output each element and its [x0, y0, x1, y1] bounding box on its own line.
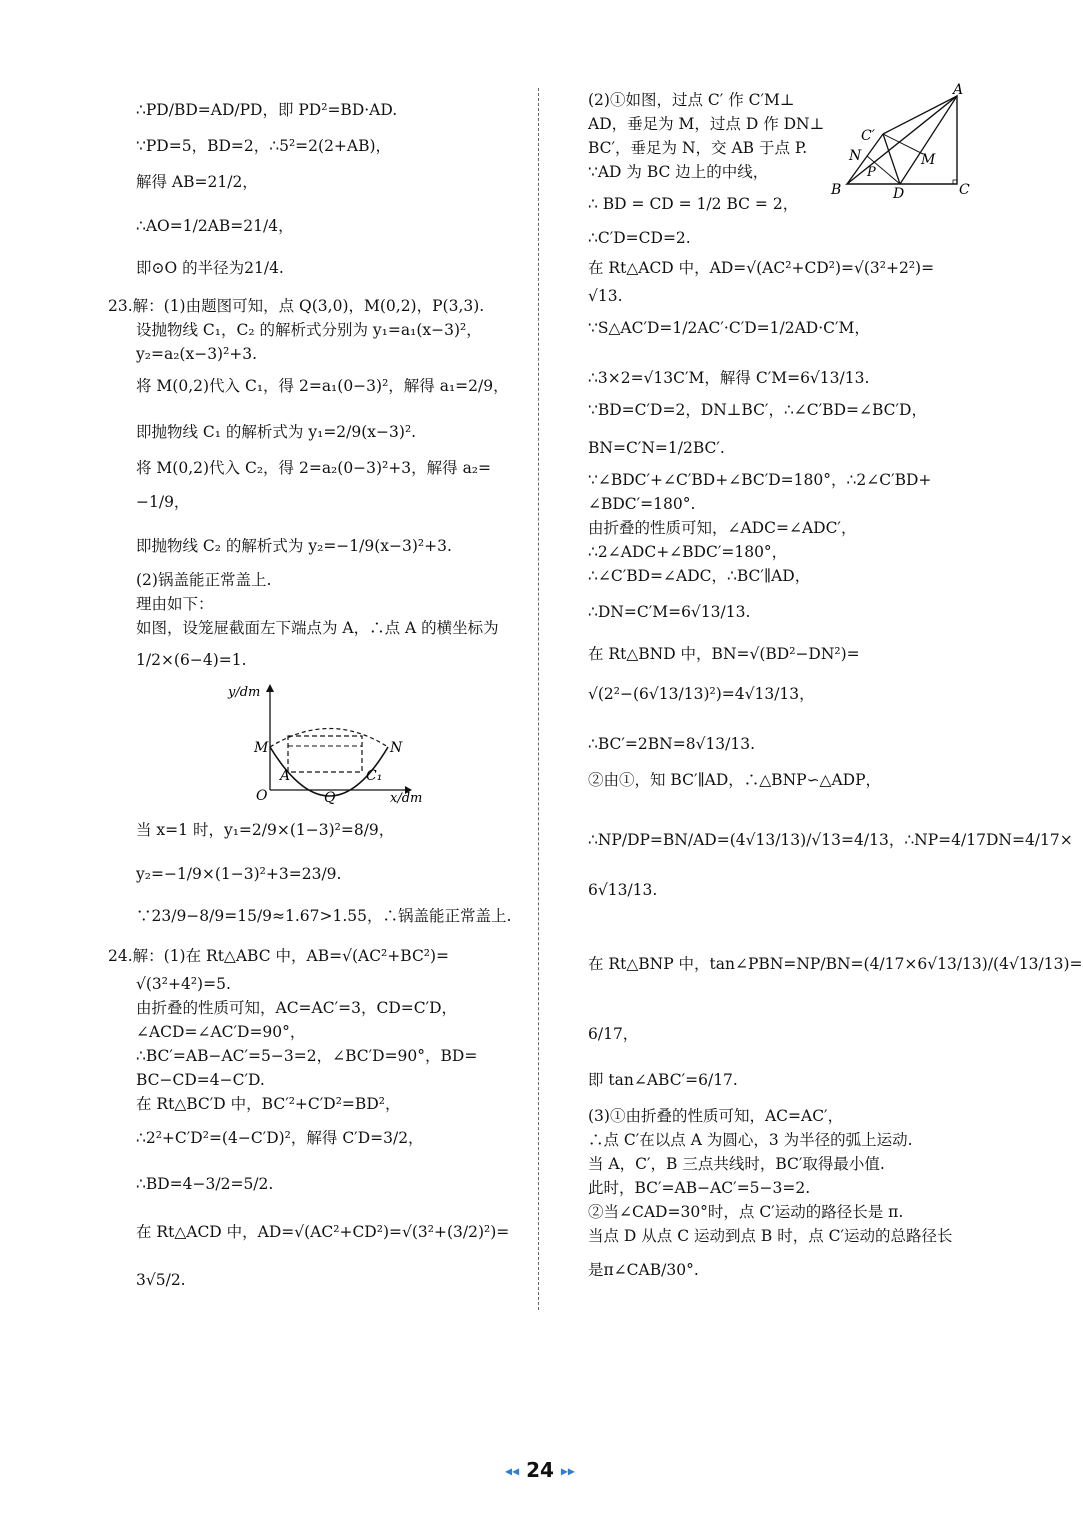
- text-line: ∵S△AC′D=1/2AC′·C′D=1/2AD·C′M，: [588, 319, 870, 337]
- fig1-A: A: [280, 768, 291, 784]
- parabola-figure: [228, 680, 440, 806]
- prev-arrows-icon: ◂◂: [505, 1463, 520, 1480]
- triangle-figure: [825, 82, 975, 202]
- text-line: (2)锅盖能正常盖上.: [136, 571, 272, 589]
- text-line: ∠BDC′=180°.: [588, 495, 696, 513]
- text-line: 即 tan∠ABC′=6/17.: [588, 1071, 738, 1089]
- text-line: 如图，设笼屉截面左下端点为 A，∴点 A 的横坐标为: [136, 619, 499, 637]
- text-line: ∴∠C′BD=∠ADC，∴BC′∥AD，: [588, 567, 811, 585]
- text-line: 当 x=1 时，y₁=2/9×(1−3)²=8/9，: [136, 821, 395, 839]
- fig1-y-label: y/dm: [228, 685, 261, 700]
- fig2-D: D: [893, 186, 905, 202]
- fig2-C-prime: C′: [861, 128, 875, 144]
- text-line: 6/17，: [588, 1025, 639, 1043]
- fig1-C1: C₁: [366, 768, 383, 784]
- text-line: √(2²−(6√13/13)²)=4√13/13，: [588, 685, 815, 703]
- fig1-M: M: [254, 740, 269, 756]
- text-line: ∵BD=C′D=2，DN⊥BC′，∴∠C′BD=∠BC′D，: [588, 401, 927, 419]
- text-line: 即抛物线 C₁ 的解析式为 y₁=2/9(x−3)².: [136, 423, 417, 441]
- text-line: ∴2²+C′D²=(4−C′D)²，解得 C′D=3/2，: [136, 1129, 424, 1147]
- fig2-C: C: [959, 182, 970, 198]
- text-line: BC−CD=4−C′D.: [136, 1071, 265, 1089]
- text-line: ∴BC′=2BN=8√13/13.: [588, 735, 756, 753]
- text-line: 理由如下：: [136, 595, 214, 613]
- text-line: 在 Rt△ACD 中，AD=√(AC²+CD²)=√(3²+2²)=: [588, 259, 935, 277]
- fig1-Q: Q: [324, 790, 336, 806]
- next-arrows-icon: ▸▸: [560, 1463, 575, 1480]
- text-line: 是π∠CAB/30°.: [588, 1261, 699, 1279]
- text-line: (3)①由折叠的性质可知，AC=AC′，: [588, 1107, 844, 1125]
- text-line: ∴3×2=√13C′M，解得 C′M=6√13/13.: [588, 369, 870, 387]
- fig2-M: M: [921, 152, 936, 168]
- text-line: 当点 D 从点 C 运动到点 B 时，点 C′运动的总路径长: [588, 1227, 953, 1245]
- text-line: 将 M(0,2)代入 C₂，得 2=a₂(0−3)²+3，解得 a₂=: [136, 459, 492, 477]
- text-line: ②当∠CAD=30°时，点 C′运动的路径长是 π.: [588, 1203, 904, 1221]
- text-line: ∴PD/BD=AD/PD，即 PD²=BD·AD.: [136, 101, 398, 119]
- text-line: ∴点 C′在以点 A 为圆心，3 为半径的弧上运动.: [588, 1131, 913, 1149]
- page-number: 24: [526, 1458, 554, 1482]
- fig1-N: N: [390, 740, 403, 756]
- text-line: ∴DN=C′M=6√13/13.: [588, 603, 751, 621]
- text-line: 即抛物线 C₂ 的解析式为 y₂=−1/9(x−3)²+3.: [136, 537, 452, 555]
- text-line: 此时，BC′=AB−AC′=5−3=2.: [588, 1179, 811, 1197]
- column-divider: [538, 88, 539, 1310]
- text-line: ∴BC′=AB−AC′=5−3=2，∠BC′D=90°，BD=: [136, 1047, 478, 1065]
- text-line: 6√13/13.: [588, 881, 658, 899]
- text-line: 由折叠的性质可知，∠ADC=∠ADC′，: [588, 519, 857, 537]
- text-line: ∴NP/DP=BN/AD=(4√13/13)/√13=4/13，∴NP=4/17DN=4/17×: [588, 831, 1073, 849]
- fig2-B: B: [831, 182, 842, 198]
- text-line: 即⊙O 的半径为21/4.: [136, 259, 284, 277]
- fig1-x-label: x/dm: [390, 791, 423, 806]
- text-line: ∵AD 为 BC 边上的中线，: [588, 163, 769, 181]
- text-line: 23.解：(1)由题图可知，点 Q(3,0)，M(0,2)，P(3,3).: [108, 297, 485, 315]
- text-line: ∠ACD=∠AC′D=90°，: [136, 1023, 306, 1041]
- text-line: AD，垂足为 M，过点 D 作 DN⊥: [588, 115, 825, 133]
- text-line: 在 Rt△BND 中，BN=√(BD²−DN²)=: [588, 645, 860, 663]
- text-line: 设抛物线 C₁，C₂ 的解析式分别为 y₁=a₁(x−3)²，: [136, 321, 482, 339]
- text-line: (2)①如图，过点 C′ 作 C′M⊥: [588, 91, 795, 109]
- text-line: 将 M(0,2)代入 C₁，得 2=a₁(0−3)²，解得 a₁=2/9，: [136, 377, 509, 395]
- text-line: 解得 AB=21/2，: [136, 173, 258, 191]
- page-footer: [0, 1458, 1080, 1482]
- text-line: BN=C′N=1/2BC′.: [588, 439, 725, 457]
- text-line: ∵∠BDC′+∠C′BD+∠BC′D=180°，∴2∠C′BD+: [588, 471, 932, 489]
- text-line: ∵PD=5，BD=2，∴5²=2(2+AB)，: [136, 137, 392, 155]
- fig2-A: A: [953, 82, 964, 98]
- text-line: ∴ BD = CD = 1/2 BC = 2，: [588, 195, 799, 213]
- text-line: 在 Rt△BC′D 中，BC′²+C′D²=BD²，: [136, 1095, 401, 1113]
- text-line: √(3²+4²)=5.: [136, 975, 231, 993]
- text-line: ∴AO=1/2AB=21/4，: [136, 217, 294, 235]
- text-line: ∴2∠ADC+∠BDC′=180°，: [588, 543, 788, 561]
- fig2-P: P: [867, 165, 876, 180]
- text-line: ∴BD=4−3/2=5/2.: [136, 1175, 274, 1193]
- text-line: ∵23/9−8/9=15/9≈1.67>1.55，∴锅盖能正常盖上.: [136, 907, 512, 925]
- fig1-O: O: [256, 788, 268, 804]
- text-line: 在 Rt△ACD 中，AD=√(AC²+CD²)=√(3²+(3/2)²)=: [136, 1223, 510, 1241]
- text-line: y₂=a₂(x−3)²+3.: [136, 345, 258, 363]
- fig2-N: N: [849, 148, 862, 164]
- text-line: √13.: [588, 287, 623, 305]
- text-line: 24.解：(1)在 Rt△ABC 中，AB=√(AC²+BC²)=: [108, 947, 450, 965]
- text-line: ②由①，知 BC′∥AD，∴△BNP∽△ADP，: [588, 771, 882, 789]
- text-line: BC′，垂足为 N，交 AB 于点 P.: [588, 139, 808, 157]
- text-line: 由折叠的性质可知，AC=AC′=3，CD=C′D，: [136, 999, 458, 1017]
- text-line: −1/9，: [136, 493, 190, 511]
- text-line: 1/2×(6−4)=1.: [136, 651, 247, 669]
- text-line: 在 Rt△BNP 中，tan∠PBN=NP/BN=(4/17×6√13/13)/(4√13/13)=: [588, 955, 1083, 973]
- text-line: y₂=−1/9×(1−3)²+3=23/9.: [136, 865, 342, 883]
- text-line: 3√5/2.: [136, 1271, 186, 1289]
- text-line: ∴C′D=CD=2.: [588, 229, 691, 247]
- text-line: 当 A，C′，B 三点共线时，BC′取得最小值.: [588, 1155, 885, 1173]
